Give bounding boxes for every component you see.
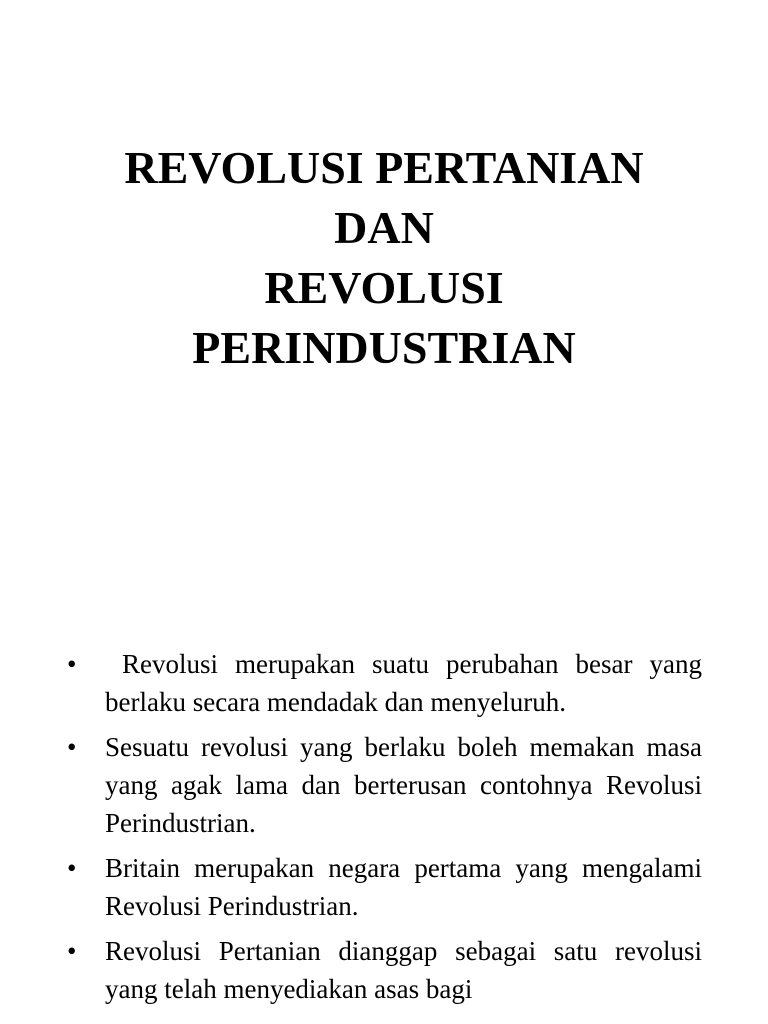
page-title — [0, 138, 768, 378]
bullet-icon: • — [67, 732, 77, 762]
bullet-icon: • — [67, 936, 77, 966]
bullet-icon: • — [67, 853, 77, 883]
title-line-3: REVOLUSI — [264, 262, 504, 313]
title-line-2: DAN — [334, 202, 434, 253]
bullet-list — [64, 645, 702, 1015]
bullet-text: Revolusi merupakan suatu perubahan besar yang berlaku secara mendadak dan menyeluruh. — [105, 649, 702, 717]
title-line-4: PERINDUSTRIAN — [192, 322, 576, 373]
list-item — [64, 932, 702, 1008]
bullet-text: Britain merupakan negara pertama yang mengalami Revolusi Perindustrian. — [105, 853, 702, 921]
list-item — [64, 645, 702, 721]
bullet-text: Sesuatu revolusi yang berlaku boleh memakan masa yang agak lama dan berterusan contohnya Revolusi Perindustrian. — [105, 732, 702, 838]
bullet-icon: • — [67, 649, 77, 679]
bullet-text: Revolusi Pertanian dianggap sebagai satu revolusi yang telah menyediakan asas bagi — [105, 936, 702, 1004]
list-item — [64, 849, 702, 925]
list-item — [64, 728, 702, 842]
title-line-1: REVOLUSI PERTANIAN — [124, 142, 644, 193]
